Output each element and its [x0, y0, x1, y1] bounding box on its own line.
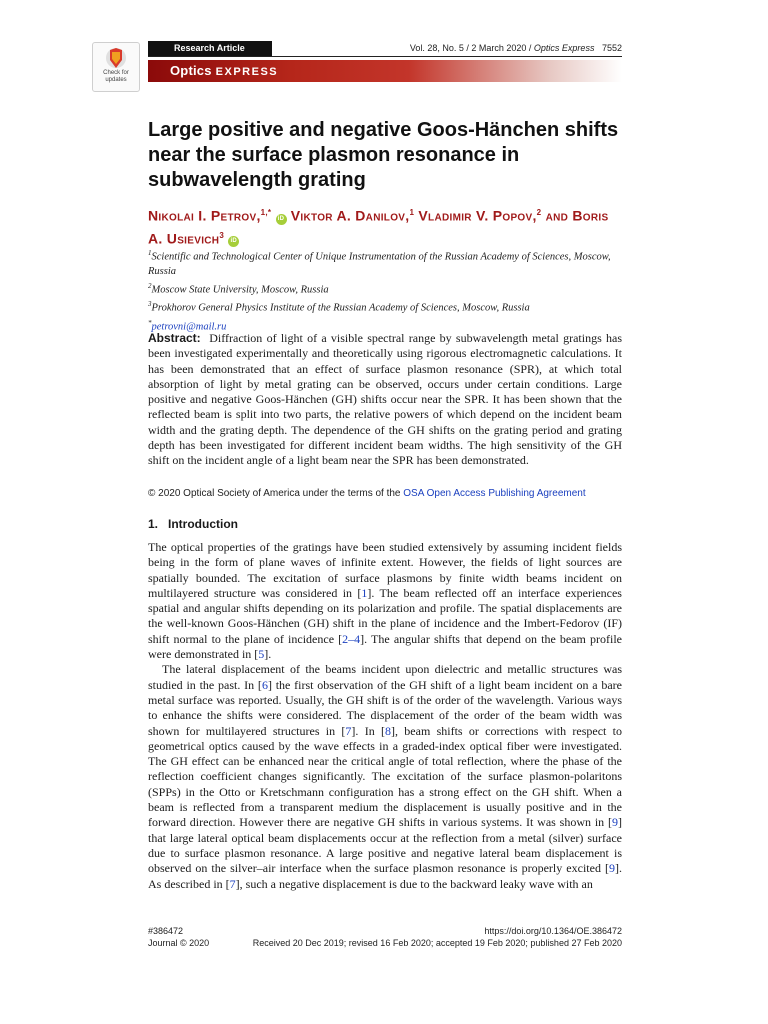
logo-express: EXPRESS: [215, 66, 279, 78]
author-danilov-affil: 1: [409, 208, 415, 217]
orcid-icon[interactable]: iD: [276, 214, 287, 225]
copyright-notice: © 2020 Optical Society of America under the terms of the OSA Open Access Publishing Agreement: [148, 488, 586, 499]
affiliation-1: $^1$Scientific and Technological Center of Unique Instrumentation of the Russian Academy of Sciences, Moscow, Russia: [148, 249, 611, 277]
citation-link[interactable]: 8: [385, 723, 391, 738]
badge-line-1: Check for: [103, 70, 129, 76]
author-usievich-affil: 3: [219, 230, 225, 240]
author-petrov-affil: 1,*: [260, 208, 272, 217]
citation-link[interactable]: 9: [612, 815, 618, 830]
header-rule: [148, 56, 622, 57]
journal-name: Optics Express: [533, 43, 595, 53]
volume-info: Vol. 28, No. 5 / 2 March 2020 /: [409, 43, 534, 53]
citation-link[interactable]: 6: [261, 677, 268, 692]
author-danilov[interactable]: Viktor A. Danilov,: [290, 207, 410, 224]
citation-link[interactable]: 7: [345, 723, 352, 738]
bookmark-icon: [105, 46, 127, 70]
page-number: 7552: [601, 43, 622, 53]
paragraph-2: The lateral displacement of the beams incident upon dielectric and metallic structures was studied in the past. In [6] the first observation of the GH shift of a light beam incident on a bare metal surface was reported. Usually, the GH shift is of the order of the wavelength. Various ways to enhance the shifts were considered. The displacement of the order of the beam width was shown for multilayered structures in [7]. In [8], beam shifts or corrections with respect to geometrical optics caused by the wave effects in a graded-index optical fiber were investigated. The GH effect can be enhanced near the critical angle of total reflection, where the phase of the reflection coefficient changes significantly. The excitation of the surface plasmon-polaritons (SPPs) in the Otto or Kretschmann configuration has a strong effect on the GH shift. When a beam is reflected from a transparent medium the displacement is usually positive and in the forward direction. However there are negative GH shifts in various systems. It was shown in [9] that large lateral optical beam displacements occur at the reflection from a metal (silver) surface due to surface plasmon resonance. A large positive and negative lateral beam displacement is observed on the silver–air interface when the surface plasmon resonance is properly excited [9]. As described in [7], such a negative displacement is due to the backward leaky wave with an: [148, 662, 623, 891]
author-petrov[interactable]: Nikolai I. Petrov,: [148, 207, 261, 224]
license-link[interactable]: OSA Open Access Publishing Agreement: [403, 488, 586, 499]
author-and: and: [545, 207, 569, 224]
abstract-text: Diffraction of light of a visible spectral range by subwavelength metal gratings has been investigated experimentally and theoretically using rigorous electromagnetic calculations. It has been demonstrated that an effect of surface plasmon resonance (SPR), at which total absorption of light by metal grating can be observed, occurs under certain conditions. Large positive and negative Goos-Hänchen (GH) shifts occur near the SPR. It has been shown that the reflected beam is split into two parts, the relative powers of which depend on the incident beam width and the grating depth. The dependence of the GH shifts on the grating period and grating depth has been investigated for different incident beam widths. The high sensitivity of the GH shift on the incident angle of a light beam near the SPR has been demonstrated.: [148, 331, 623, 468]
publication-dates: Received 20 Dec 2019; revised 16 Feb 2020; accepted 19 Feb 2020; published 27 Feb 2020: [252, 938, 622, 948]
author-popov-affil: 2: [536, 208, 542, 217]
citation-link[interactable]: 1: [361, 585, 368, 600]
author-popov[interactable]: Vladimir V. Popov,: [418, 207, 537, 224]
section-title: Introduction: [168, 517, 238, 531]
logo-optics: Optics: [170, 63, 212, 78]
author-list: [148, 203, 622, 248]
body-text: [148, 540, 622, 892]
citation-info: [300, 42, 622, 55]
affiliation-3: $^3$Prokhorov General Physics Institute of the Russian Academy of Sciences, Moscow, Russia: [148, 300, 530, 314]
affiliations: [148, 246, 622, 334]
author-usievich[interactable]: Boris A. Usievich: [148, 207, 609, 247]
doi-link[interactable]: https://doi.org/10.1364/OE.386472: [484, 926, 622, 936]
check-for-updates-badge[interactable]: [92, 42, 140, 92]
abstract-heading: Abstract:: [148, 331, 201, 345]
email-link[interactable]: petrovni@mail.ru: [151, 321, 227, 332]
corresponding-email: *petrovni@mail.ru: [148, 318, 227, 332]
citation-link[interactable]: 2–4: [342, 631, 361, 646]
citation-link[interactable]: 9: [609, 861, 615, 876]
manuscript-id: #386472: [148, 926, 184, 936]
journal-copyright: Journal © 2020: [148, 938, 210, 948]
section-number: 1.: [148, 517, 159, 531]
badge-line-2: updates: [105, 77, 127, 83]
section-heading: [148, 516, 622, 532]
paragraph-1: The optical properties of the gratings have been studied extensively by assuming incident fields being in the form of plane waves of infinite extent. However, the fields of light sources are spatially bounded. The excitation of surface plasmons by finite width beams incident on multilayered structure was considered in [1]. The beam reflected off an interface experiences spatial and angular shifts depending on its polarization and profile. The spatial displacements are the well-known Goos-Hänchen (GH) shift in the plane of incidence and the Imbert-Fedorov (IF) shift normal to the plane of incidence [2–4]. The angular shifts that depend on the beam profile were demonstrated in [5].: [148, 540, 622, 662]
footer-right: [230, 925, 622, 949]
article-type-label: Research Article: [148, 41, 272, 56]
article-title: Large positive and negative Goos-Hänchen shifts near the surface plasmon resonance in subwavelength grating: [148, 119, 619, 191]
affiliation-2: $^2$Moscow State University, Moscow, Russia: [148, 281, 329, 295]
abstract: [148, 331, 622, 469]
citation-link[interactable]: 5: [258, 647, 265, 662]
citation-link[interactable]: 7: [229, 876, 236, 891]
orcid-icon[interactable]: iD: [228, 236, 239, 247]
journal-logo: [170, 63, 278, 80]
